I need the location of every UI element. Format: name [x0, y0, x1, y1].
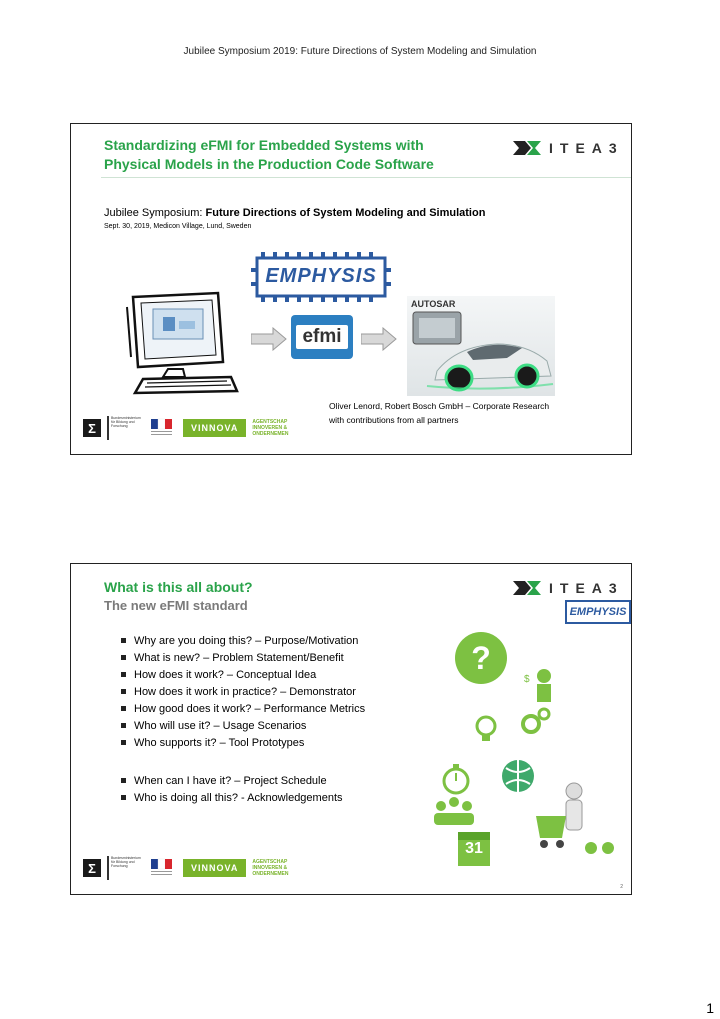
vinnova-logo: VINNOVA — [183, 859, 246, 877]
autosar-car-image — [407, 296, 555, 396]
event-name: Future Directions of System Modeling and Simulation — [205, 207, 486, 219]
itea-logo-text: ITEA3 — [549, 580, 624, 596]
bullet-text: Who will use it? – Usage Scenarios — [134, 719, 307, 732]
bullet-list-secondary — [121, 772, 343, 806]
bmbf-logo: Bundesministerium für Bildung und Forschung — [107, 416, 141, 440]
slide-2-subtitle: The new eFMI standard — [104, 598, 248, 613]
bullet-text: How does it work in practice? – Demonstrator — [134, 685, 356, 698]
computer-icon — [123, 287, 243, 397]
bullet-square-icon — [121, 706, 126, 711]
bullet-item — [121, 717, 365, 734]
bullet-text: How does it work? – Conceptual Idea — [134, 668, 317, 681]
french-flag-icon — [147, 417, 177, 439]
title-divider — [101, 177, 631, 178]
icons-illustration — [426, 616, 626, 866]
bullet-item — [121, 666, 365, 683]
itea-mark-icon — [511, 138, 543, 158]
funders-logos — [83, 856, 304, 880]
page-header: Jubilee Symposium 2019: Future Directions of System Modeling and Simulation — [183, 46, 537, 57]
author-line-2: with contributions from all partners — [329, 415, 459, 425]
event-line — [104, 207, 485, 219]
bullet-square-icon — [121, 689, 126, 694]
lightbulb-icon — [477, 717, 495, 735]
bullet-text: What is new? – Problem Statement/Benefit — [134, 651, 344, 664]
bullet-square-icon — [121, 723, 126, 728]
slide-1 — [70, 123, 632, 455]
funders-logos — [83, 416, 304, 440]
bullet-text: When can I have it? – Project Schedule — [134, 774, 327, 787]
bullet-square-icon — [121, 795, 126, 800]
sigma-logo: Σ — [83, 419, 101, 437]
author-block — [329, 399, 549, 427]
car-icon — [407, 296, 555, 396]
bullet-item — [121, 683, 365, 700]
bullet-item — [121, 700, 365, 717]
bullet-item — [121, 772, 343, 789]
bullet-item — [121, 789, 343, 806]
bullet-item — [121, 649, 365, 666]
bullet-list-main — [121, 632, 365, 751]
french-flag-icon — [147, 857, 177, 879]
bullet-text: Why are you doing this? – Purpose/Motivation — [134, 634, 359, 647]
group-icon — [436, 801, 446, 811]
emphysis-logo — [251, 252, 391, 302]
sigma-logo: Σ — [83, 859, 101, 877]
author-line-1: Oliver Lenord, Robert Bosch GmbH – Corporate Research — [329, 401, 550, 411]
bullet-text: Who supports it? – Tool Prototypes — [134, 736, 305, 749]
page-number: 1 — [706, 1000, 714, 1016]
itea-mark-icon — [511, 578, 543, 598]
slide-2-title: What is this all about? — [104, 579, 253, 595]
itea3-logo — [511, 578, 624, 598]
arrow-right-icon — [251, 327, 287, 356]
money-person-icon — [537, 669, 551, 683]
title-line-2: Physical Models in the Production Code Software — [104, 156, 434, 172]
emphysis-logo-text: EMPHYSIS — [265, 265, 377, 287]
agentschap-logo: AGENTSCHAP INNOVEREN & ONDERNEMEN — [252, 419, 289, 437]
bullet-square-icon — [121, 672, 126, 677]
efmi-logo-text: efmi — [296, 325, 348, 349]
bullet-text: Who is doing all this? - Acknowledgements — [134, 791, 343, 804]
cart-icon — [536, 816, 566, 838]
slide-1-title — [104, 136, 434, 174]
bullet-square-icon — [121, 740, 126, 745]
bullet-text: How good does it work? – Performance Metrics — [134, 702, 366, 715]
bullet-square-icon — [121, 655, 126, 660]
bullet-square-icon — [121, 778, 126, 783]
svg-text:?: ? — [471, 640, 491, 676]
bullet-item — [121, 632, 365, 649]
title-line-1: Standardizing eFMI for Embedded Systems with — [104, 137, 424, 153]
shopper-icon — [566, 783, 582, 799]
event-prefix: Jubilee Symposium: — [104, 207, 206, 219]
slide-2 — [70, 563, 632, 895]
computer-sketch-image — [123, 287, 243, 397]
slide-number: 2 — [620, 884, 623, 890]
couple-icon — [585, 842, 597, 854]
gear-icon — [523, 716, 539, 732]
bullet-square-icon — [121, 638, 126, 643]
bmbf-logo: Bundesministerium für Bildung und Forschung — [107, 856, 141, 880]
date-location: Sept. 30, 2019, Medicon Village, Lund, Sweden — [104, 223, 252, 230]
calendar-day: 31 — [465, 840, 483, 857]
arrow-right-icon — [361, 327, 397, 356]
vinnova-logo: VINNOVA — [183, 419, 246, 437]
emphysis-small-logo: EMPHYSIS — [565, 600, 631, 624]
svg-text:$: $ — [524, 674, 530, 685]
efmi-logo — [291, 315, 353, 359]
bullet-item — [121, 734, 365, 751]
itea3-logo — [511, 138, 624, 158]
itea-logo-text: ITEA3 — [549, 140, 624, 156]
autosar-logo: AUTOSAR — [411, 299, 456, 309]
agentschap-logo: AGENTSCHAP INNOVEREN & ONDERNEMEN — [252, 859, 289, 877]
